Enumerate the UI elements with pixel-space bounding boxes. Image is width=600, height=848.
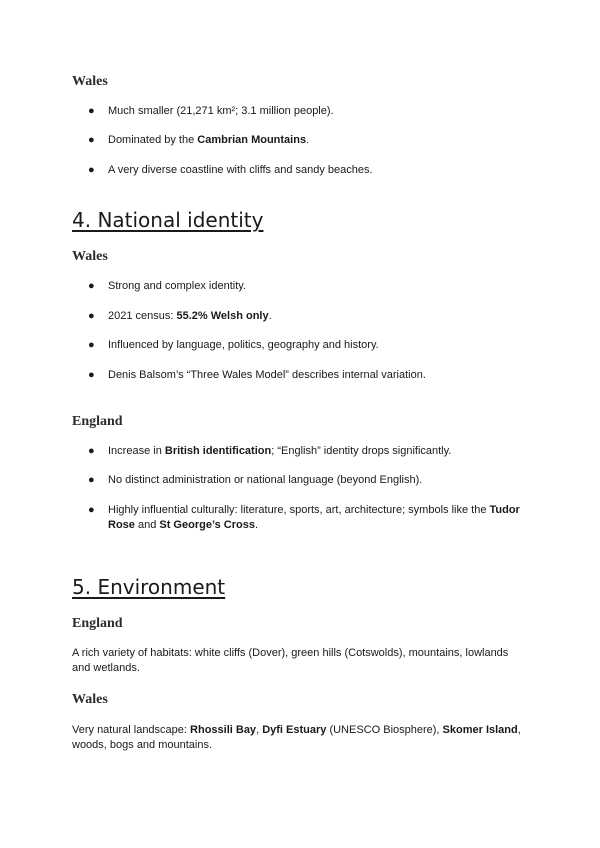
paragraph: Very natural landscape: Rhossili Bay, Dyfi Estuary (UNESCO Biosphere), Skomer Island, woods, bogs and mountains. [72,724,521,751]
list-item [88,338,528,353]
list-item-text: Dominated by the Cambrian Mountains. [108,134,310,146]
bullet-icon: ● [88,445,95,457]
bullet-icon: ● [88,280,95,292]
list-item [88,309,528,324]
paragraph: A rich variety of habitats: white cliffs (Dover), green hills (Cotswolds), mountains, lowlands and wetlands. [72,647,509,674]
list-item-text: Influenced by language, politics, geography and history. [108,339,379,351]
bullet-icon: ● [88,474,95,486]
section-title-national-identity: 4. National identity [72,208,264,232]
section-heading-wales: Wales [72,249,108,264]
list-item-text: Highly influential culturally: literature, sports, art, architecture; symbols like the Tudor Rose and St George’s Cross. [108,504,520,531]
list-item [88,163,528,178]
bullet-icon: ● [88,105,95,117]
bullet-icon: ● [88,504,95,516]
list-item-text: Strong and complex identity. [108,280,246,292]
list-item [88,473,528,488]
section-heading-wales: Wales [72,692,108,707]
bullet-icon: ● [88,369,95,381]
list-item [88,133,528,148]
list-item-text: A very diverse coastline with cliffs and sandy beaches. [108,164,373,176]
bullet-icon: ● [88,310,95,322]
section-heading-england: England [72,414,123,429]
list-item [88,104,528,119]
bullet-icon: ● [88,339,95,351]
bullet-icon: ● [88,164,95,176]
section-heading-wales: Wales [72,74,108,89]
section-title-environment: 5. Environment [72,575,226,599]
list-item [88,368,528,383]
list-item-text: 2021 census: 55.2% Welsh only. [108,310,272,322]
list-item-text: Increase in British identification; “English” identity drops significantly. [108,445,452,457]
bullet-icon: ● [88,134,95,146]
list-item [88,503,528,533]
list-item [88,444,528,459]
list-item-text: No distinct administration or national language (beyond English). [108,474,423,486]
list-item [88,279,528,294]
list-item-text: Denis Balsom’s “Three Wales Model” describes internal variation. [108,369,426,381]
section-heading-england: England [72,616,123,631]
list-item-text: Much smaller (21,271 km²; 3.1 million people). [108,105,334,117]
